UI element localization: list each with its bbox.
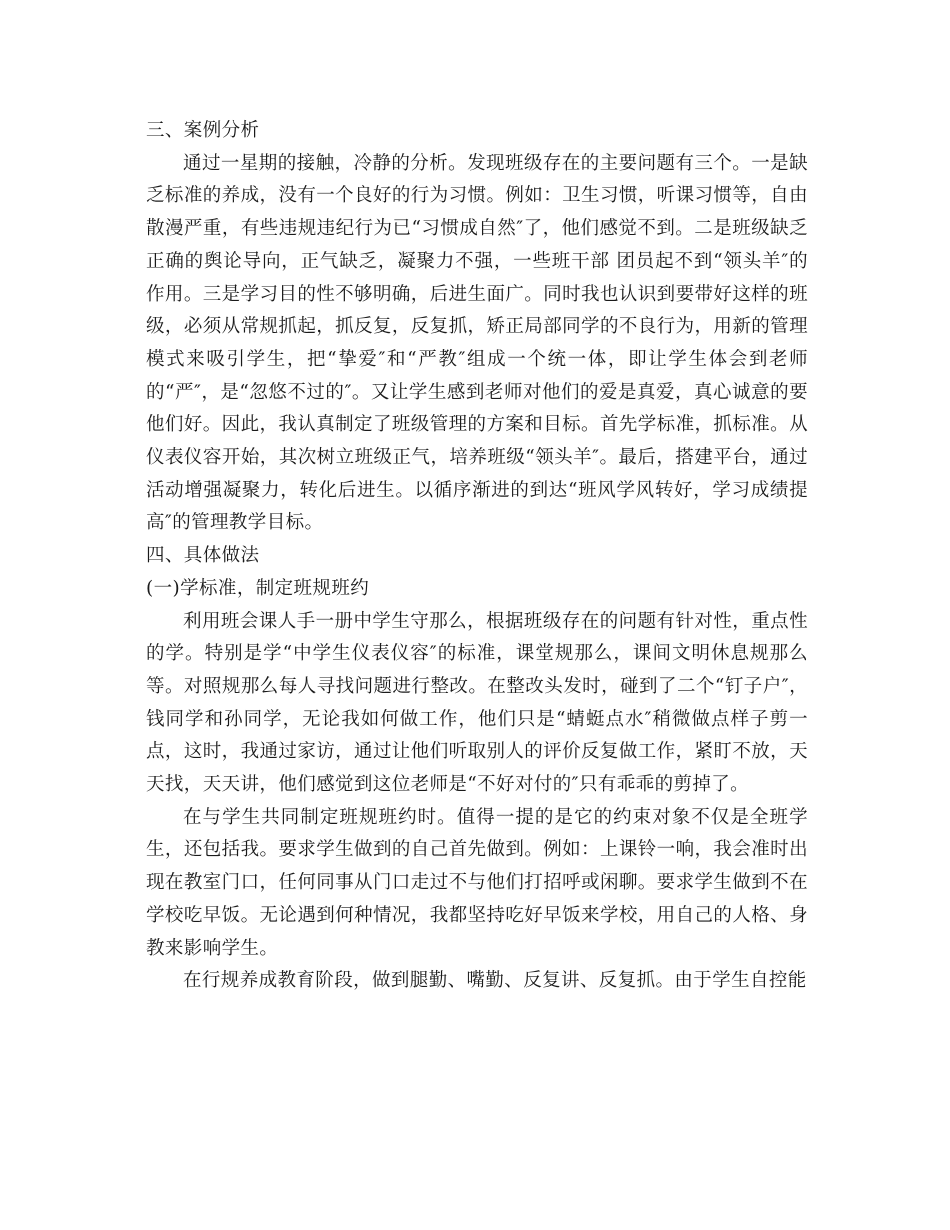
document-body: [146, 115, 808, 998]
paragraph-habit-education: 在行规养成教育阶段，做到腿勤、嘴勤、反复讲、反复抓。由于学生自控能: [183, 970, 807, 992]
section-heading-specific-methods: 四、具体做法: [146, 545, 260, 567]
section-heading-case-analysis: 三、案例分析: [146, 120, 260, 141]
paragraph-analysis: 通过一星期的接触，冷静的分析。发现班级存在的主要问题有三个。一是缺乏标准的养成，没有一个良好的行为习惯。例如：卫生习惯，听课习惯等，自由散漫严重，有些违规违纪行为已“习惯成自然″了，他们感觉不到。二是班级缺乏正确的舆论导向，正气缺乏，凝聚力不强，一些班干部 团员起不到“领头羊″的作用。三是学习目的性不够明确，后进生面广。同时我也认识到要带好这样的班级，必须从常规抓起，抓反复，反复抓，矫正局部同学的不良行为，用新的管理模式来吸引学生，把“挚爱″和“严教″组成一个统一体，即让学生体会到老师的“严″，是“忽悠不过的″。又让学生感到老师对他们的爱是真爱，真心诚意的要他们好。因此，我认真制定了班级管理的方案和目标。首先学标准，抓标准。从仪表仪容开始，其次树立班级正气，培养班级“领头羊″。最后，搭建平台，通过活动增强凝聚力，转化后进生。以循序渐进的到达“班风学风转好，学习成绩提高″的管理教学目标。: [146, 152, 808, 534]
paragraph-rules-with-students: 在与学生共同制定班规班约时。值得一提的是它的约束对象不仅是全班学生，还包括我。要求学生做到的自己首先做到。例如：上课铃一响，我会准时出现在教室门口，任何同事从门口走过不与他们打招呼或闲聊。要求学生做到不在学校吃早饭。无论遇到何种情况，我都坚持吃好早饭来学校，用自己的人格、身教来影响学生。: [146, 806, 808, 959]
paragraph-class-rules: 利用班会课人手一册中学生守那么，根据班级存在的问题有针对性，重点性的学。特别是学“中学生仪表仪容″的标准，课堂规那么，课间文明休息规那么等。对照规那么每人寻找问题进行整改。在整改头发时，碰到了二个“钉子户″，钱同学和孙同学，无论我如何做工作，他们只是“蜻蜓点水″稍微做点样子剪一点，这时，我通过家访，通过让他们听取别人的评价反复做工作，紧盯不放，天天找，天天讲，他们感觉到这位老师是“不好对付的″只有乖乖的剪掉了。: [146, 610, 808, 796]
subsection-heading-standards: (一)学标准，制定班规班约: [146, 577, 370, 599]
